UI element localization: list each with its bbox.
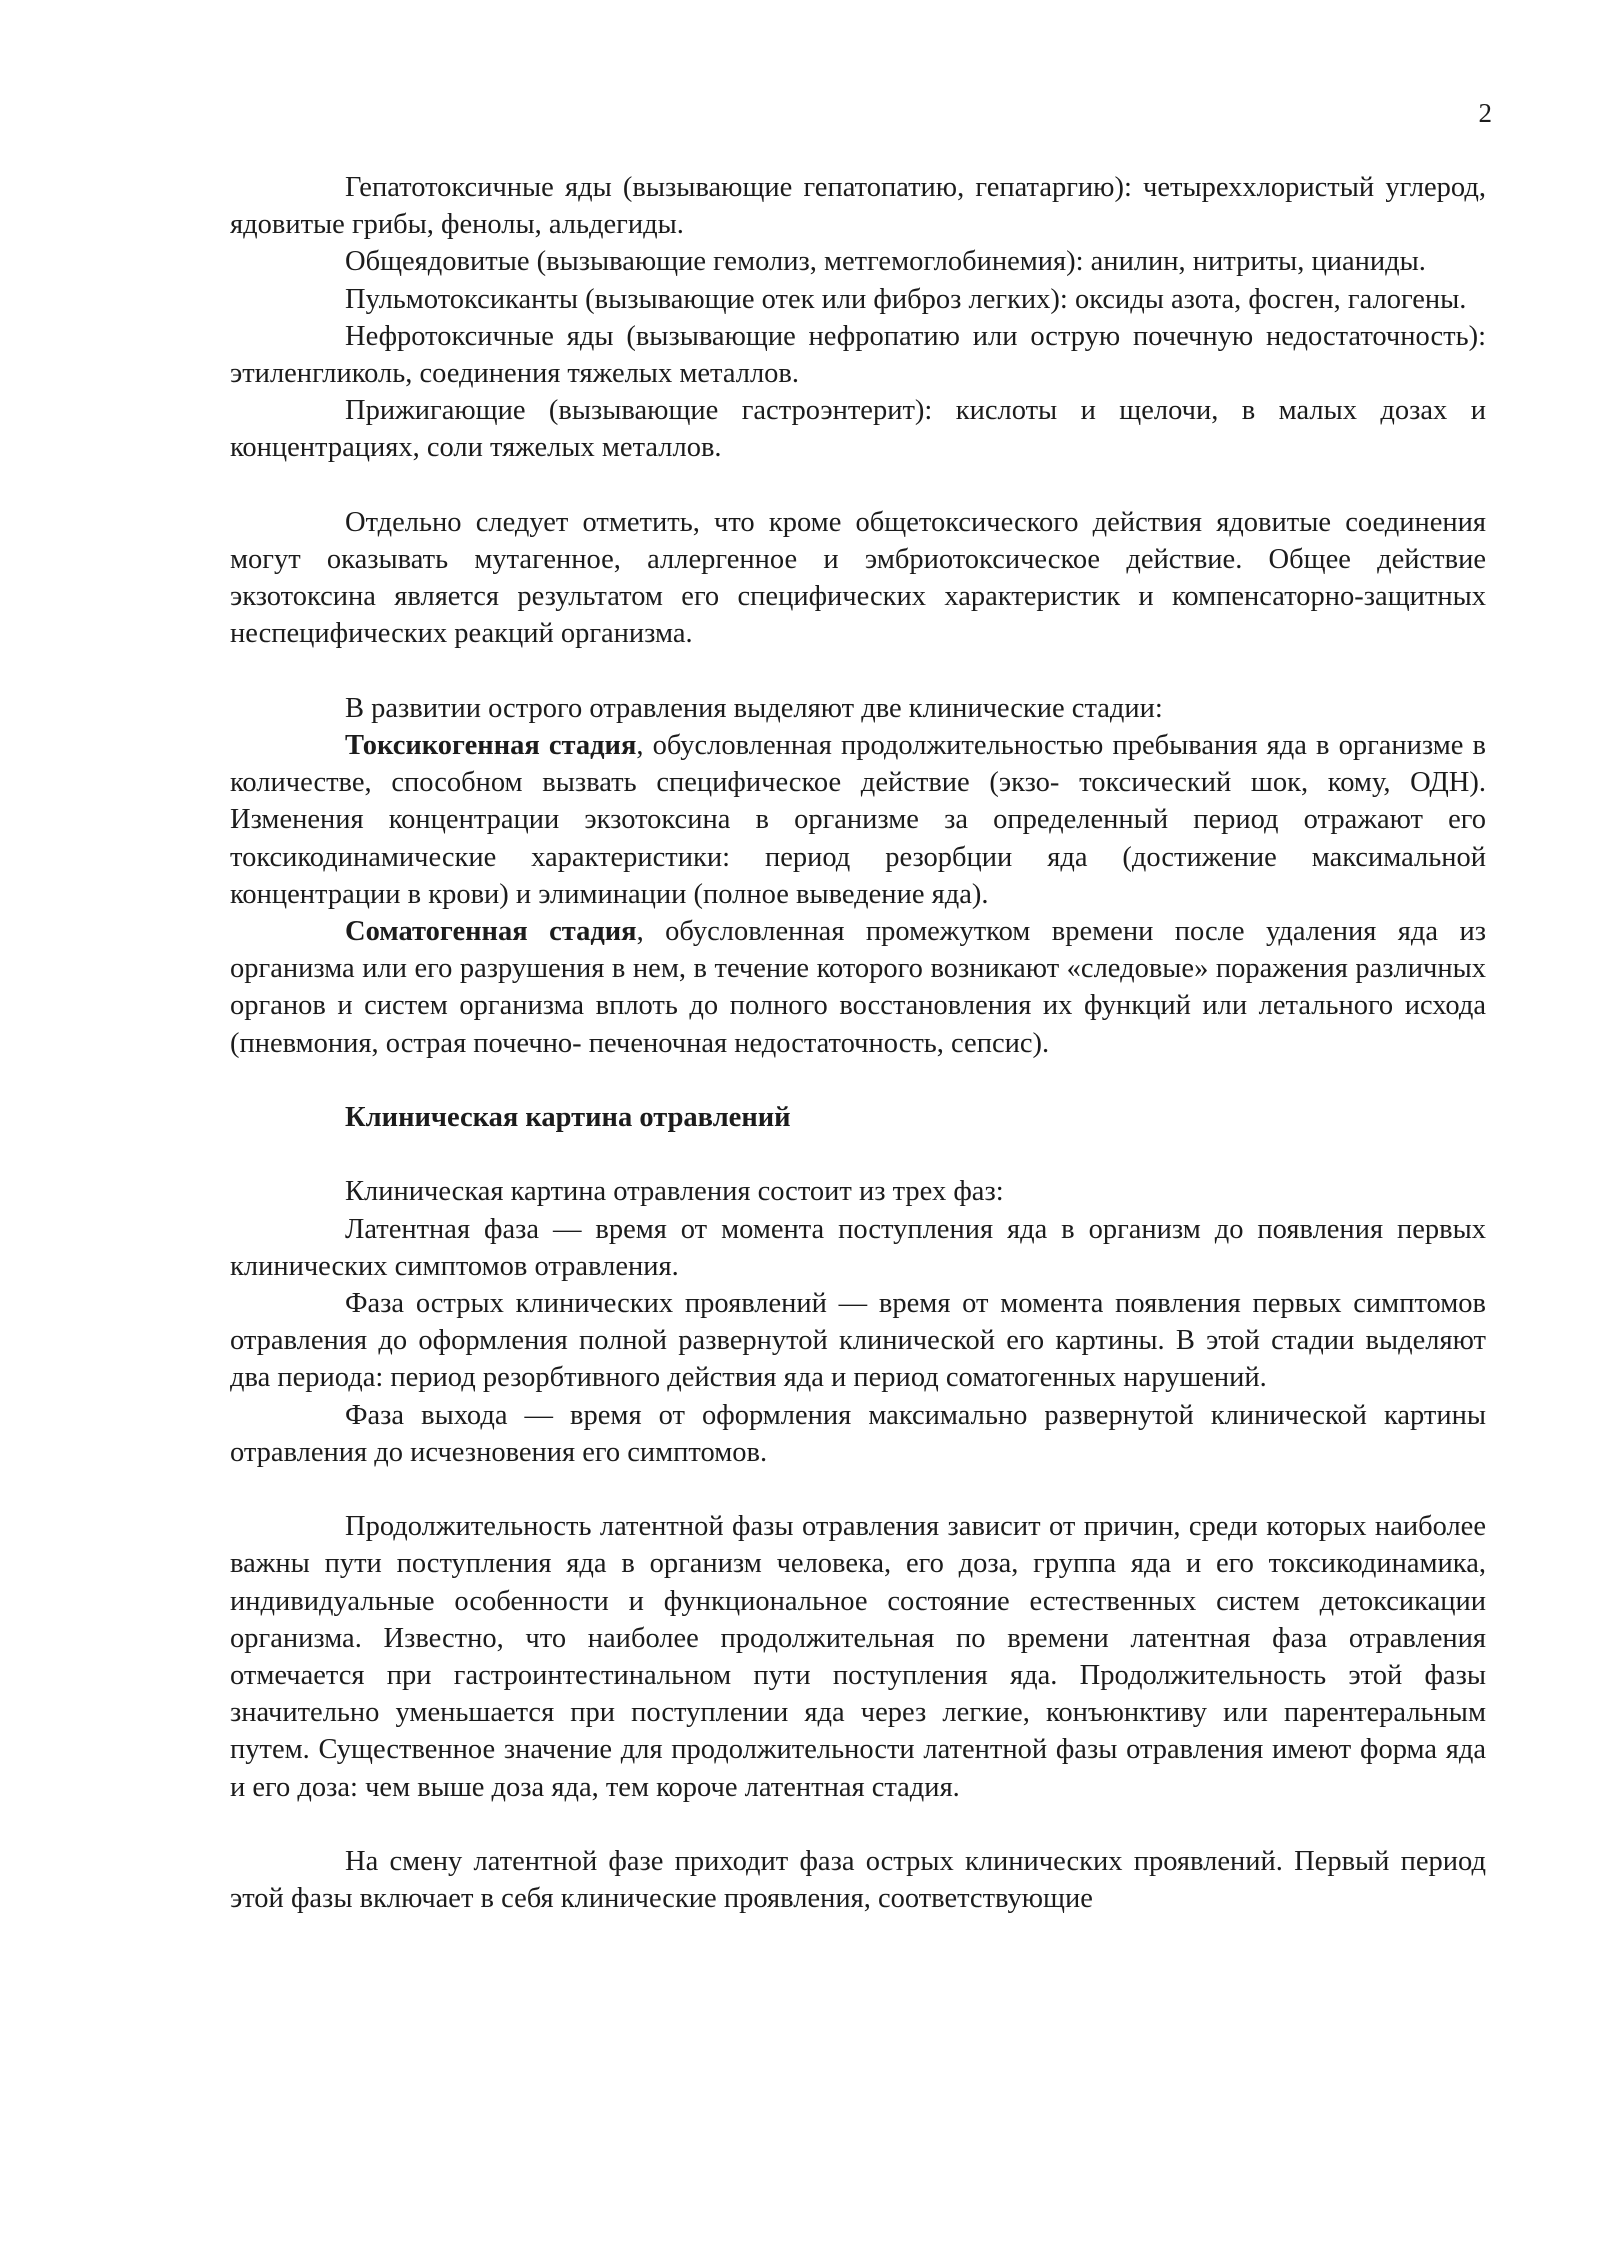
blank-line xyxy=(230,1806,1486,1843)
paragraph-nephrotoxic: Нефротоксичные яды (вызывающие нефропатию или острую почечную недостаточность): этиленгликоль, соединения тяжелых металлов. xyxy=(230,320,1486,390)
paragraph-acute-phase-transition: На смену латентной фазе приходит фаза острых клинических проявлений. Первый период этой фазы включает в себя клинические проявления, соответствующие xyxy=(230,1846,1486,1915)
paragraph-three-phases: Клиническая картина отравления состоит из трех фаз: xyxy=(345,1176,1004,1208)
blank-line xyxy=(230,1136,1486,1173)
blank-line xyxy=(230,653,1486,690)
paragraph-clinical-stages-intro: В развитии острого отравления выделяют две клинические стадии: xyxy=(345,692,1163,724)
blank-line xyxy=(230,1471,1486,1508)
paragraph-mutagenic-effects: Отдельно следует отметить, что кроме общетоксического действия ядовитые соединения могут оказывать мутагенное, аллергенное и эмбриотоксическое действие. Общее действие экзотоксина является результатом его специфических характеристик и компенсаторно-защитных неспецифических реакций организма. xyxy=(230,506,1486,650)
paragraph-latent-phase: Латентная фаза — время от момента поступления яда в организм до появления первых клинических симптомов отравления. xyxy=(230,1213,1486,1282)
blank-line xyxy=(230,467,1486,504)
somatogenic-stage-term: Соматогенная стадия xyxy=(345,916,637,948)
paragraph-general-poisons: Общеядовитые (вызывающие гемолиз, метгемоглобинемия): анилин, нитриты, цианиды. xyxy=(345,246,1426,278)
section-heading: Клиническая картина отравлений xyxy=(345,1102,791,1134)
somatogenic-stage-text: , обусловленная промежутком времени после удаления яда из организма или его разрушения в нем, в течение которого возникают «следовые» поражения различных органов и систем организма вплоть до полного восстановления их функций или летального исхода (пневмония, острая почечно- печеночная недостаточность, сепсис). xyxy=(230,916,1487,1059)
toxicogenic-stage-term: Токсикогенная стадия xyxy=(345,730,637,762)
toxicogenic-stage-text: , обусловленная продолжительностью пребывания яда в организме в количестве, способном вызвать специфическое действие (экзо- токсический шок, кому, ОДН). Изменения концентрации экзотоксина в организме за определенный период отражают его токсикодинамические характеристики: период резорбции яда (достижение максимальной концентрации в крови) и элиминации (полное выведение яда). xyxy=(230,730,1486,910)
paragraph-toxicogenic-stage xyxy=(230,727,1486,913)
paragraph-acute-phase: Фаза острых клинических проявлений — время от момента появления первых симптомов отравления до оформления полной развернутой клинической его картины. В этой стадии выделяют два периода: период резорбтивного действия яда и период соматогенных нарушений. xyxy=(230,1288,1486,1394)
blank-line xyxy=(230,1062,1486,1099)
paragraph-hepatotoxic: Гепатотоксичные яды (вызывающие гепатопатию, гепатаргию): четыреххлористый углерод, ядовитые грибы, фенолы, альдегиды. xyxy=(230,172,1486,241)
paragraph-pulmotoxicants: Пульмотоксиканты (вызывающие отек или фиброз легких): оксиды азота, фосген, галогены. xyxy=(345,283,1467,315)
document-body xyxy=(230,169,1486,1917)
page-number: 2 xyxy=(1478,98,1492,128)
paragraph-latent-duration: Продолжительность латентной фазы отравления зависит от причин, среди которых наиболее важны пути поступления яда в организм человека, его доза, группа яда и его токсикодинамика, индивидуальные особенности и функциональное состояние естественных систем детоксикации организма. Известно, что наиболее продолжительная по времени латентная фаза отравления отмечается при гастроинтестинальном пути поступления яда. Продолжительность этой фазы значительно уменьшается при поступлении яда через легкие, конъюнктиву или парентеральным путем. Существенное значение для продолжительности латентной фазы отравления имеют форма яда и его доза: чем выше доза яда, тем короче латентная стадия. xyxy=(230,1511,1486,1803)
paragraph-somatogenic-stage xyxy=(230,913,1486,1062)
paragraph-cauterizing: Прижигающие (вызывающие гастроэнтерит): кислоты и щелочи, в малых дозах и концентрациях, соли тяжелых металлов. xyxy=(230,395,1486,464)
paragraph-exit-phase: Фаза выхода — время от оформления максимально развернутой клинической картины отравления до исчезновения его симптомов. xyxy=(230,1399,1486,1468)
